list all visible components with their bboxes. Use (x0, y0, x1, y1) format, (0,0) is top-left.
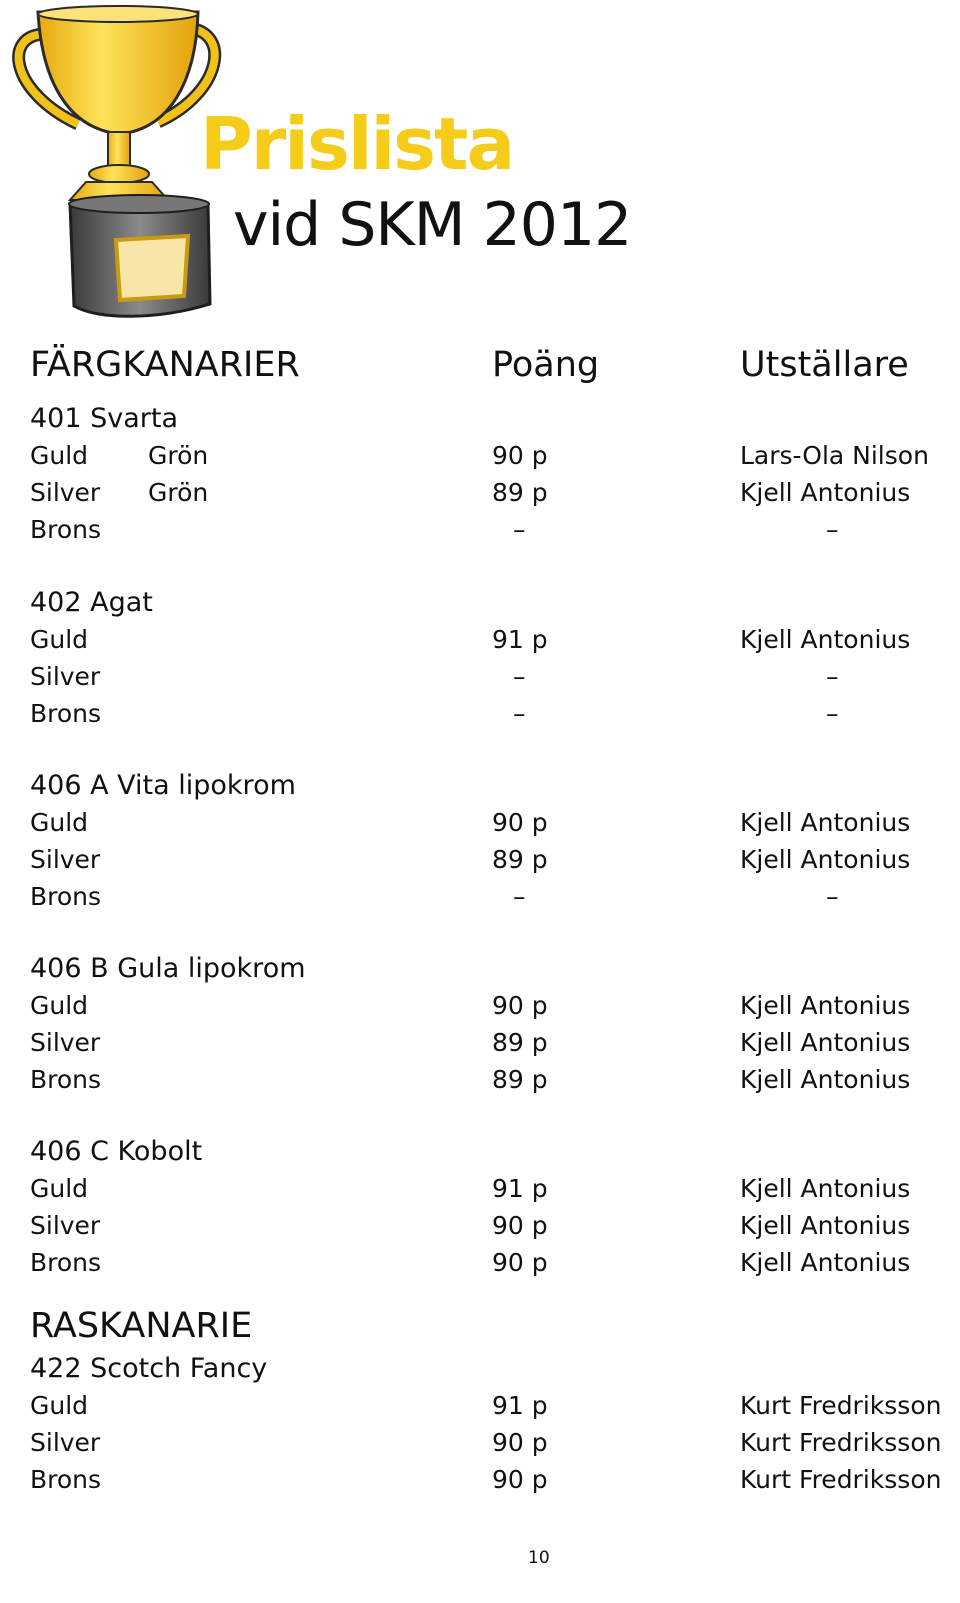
section-title: RASKANARIE (30, 1306, 253, 1346)
row-exhibitor: Kjell Antonius (740, 1174, 911, 1203)
row-points: 90 p (492, 441, 548, 470)
group-title: 402 Agat (30, 587, 153, 618)
group-title: 406 C Kobolt (30, 1136, 203, 1167)
row-exhibitor: Lars-Ola Nilson (740, 441, 929, 470)
row-exhibitor: – (826, 699, 839, 728)
table-row (0, 511, 960, 548)
row-exhibitor: Kurt Fredriksson (740, 1465, 942, 1494)
row-level: Brons (30, 1465, 102, 1494)
row-level: Brons (30, 515, 102, 544)
row-exhibitor: Kjell Antonius (740, 478, 911, 507)
row-points: 90 p (492, 808, 548, 837)
row-exhibitor: – (826, 515, 839, 544)
table-row (0, 695, 960, 732)
table-row (0, 1207, 960, 1244)
row-level: Silver (30, 478, 101, 507)
row-level: Guld (30, 991, 89, 1020)
row-exhibitor: Kjell Antonius (740, 1211, 911, 1240)
row-level: Silver (30, 662, 101, 691)
row-level: Silver (30, 1428, 101, 1457)
row-exhibitor: Kjell Antonius (740, 991, 911, 1020)
group-title: 406 B Gula lipokrom (30, 953, 306, 984)
table-row (0, 621, 960, 658)
row-exhibitor: – (826, 662, 839, 691)
page-title: Prislista (200, 102, 514, 186)
row-level: Brons (30, 882, 102, 911)
row-points: – (513, 699, 526, 728)
page-subtitle: vid SKM 2012 (233, 190, 632, 260)
table-row (0, 1424, 960, 1461)
table-row (0, 987, 960, 1024)
row-points: 90 p (492, 1465, 548, 1494)
table-row (0, 1061, 960, 1098)
row-exhibitor: Kjell Antonius (740, 625, 911, 654)
row-points: 91 p (492, 625, 548, 654)
table-row (0, 437, 960, 474)
row-exhibitor: Kjell Antonius (740, 1028, 911, 1057)
table-row (0, 804, 960, 841)
row-points: 90 p (492, 1248, 548, 1277)
row-points: 89 p (492, 1028, 548, 1057)
table-row (0, 1244, 960, 1281)
row-points: 91 p (492, 1391, 548, 1420)
table-row (0, 474, 960, 511)
row-level: Guld (30, 808, 89, 837)
row-exhibitor: – (826, 882, 839, 911)
row-level: Silver (30, 1211, 101, 1240)
group-title: 406 A Vita lipokrom (30, 770, 296, 801)
row-exhibitor: Kjell Antonius (740, 808, 911, 837)
row-level: Guld (30, 441, 89, 470)
row-level: Brons (30, 1248, 102, 1277)
row-level: Silver (30, 1028, 101, 1057)
row-color: Grön (148, 441, 209, 470)
row-exhibitor: Kurt Fredriksson (740, 1428, 942, 1457)
row-points: 90 p (492, 991, 548, 1020)
row-exhibitor: Kurt Fredriksson (740, 1391, 942, 1420)
row-level: Brons (30, 1065, 102, 1094)
table-row (0, 1387, 960, 1424)
table-row (0, 878, 960, 915)
row-points: 90 p (492, 1428, 548, 1457)
row-level: Guld (30, 1391, 89, 1420)
row-points: 89 p (492, 1065, 548, 1094)
row-level: Guld (30, 625, 89, 654)
row-points: 90 p (492, 1211, 548, 1240)
group-title: 422 Scotch Fancy (30, 1353, 268, 1384)
table-row (0, 1170, 960, 1207)
column-header-category: FÄRGKANARIER (30, 345, 300, 385)
row-exhibitor: Kjell Antonius (740, 1065, 911, 1094)
table-row (0, 1461, 960, 1498)
group-title: 401 Svarta (30, 403, 179, 434)
row-points: 89 p (492, 478, 548, 507)
table-row (0, 841, 960, 878)
row-exhibitor: Kjell Antonius (740, 845, 911, 874)
row-level: Brons (30, 699, 102, 728)
row-points: – (513, 662, 526, 691)
column-header-points: Poäng (492, 345, 600, 385)
column-header-exhibitor: Utställare (740, 345, 909, 385)
table-row (0, 1024, 960, 1061)
page-number: 10 (528, 1548, 550, 1568)
row-exhibitor: Kjell Antonius (740, 1248, 911, 1277)
table-row (0, 658, 960, 695)
row-points: – (513, 882, 526, 911)
row-points: 89 p (492, 845, 548, 874)
row-points: – (513, 515, 526, 544)
row-color: Grön (148, 478, 209, 507)
trophy-icon (8, 4, 228, 324)
row-level: Silver (30, 845, 101, 874)
row-points: 91 p (492, 1174, 548, 1203)
row-level: Guld (30, 1174, 89, 1203)
